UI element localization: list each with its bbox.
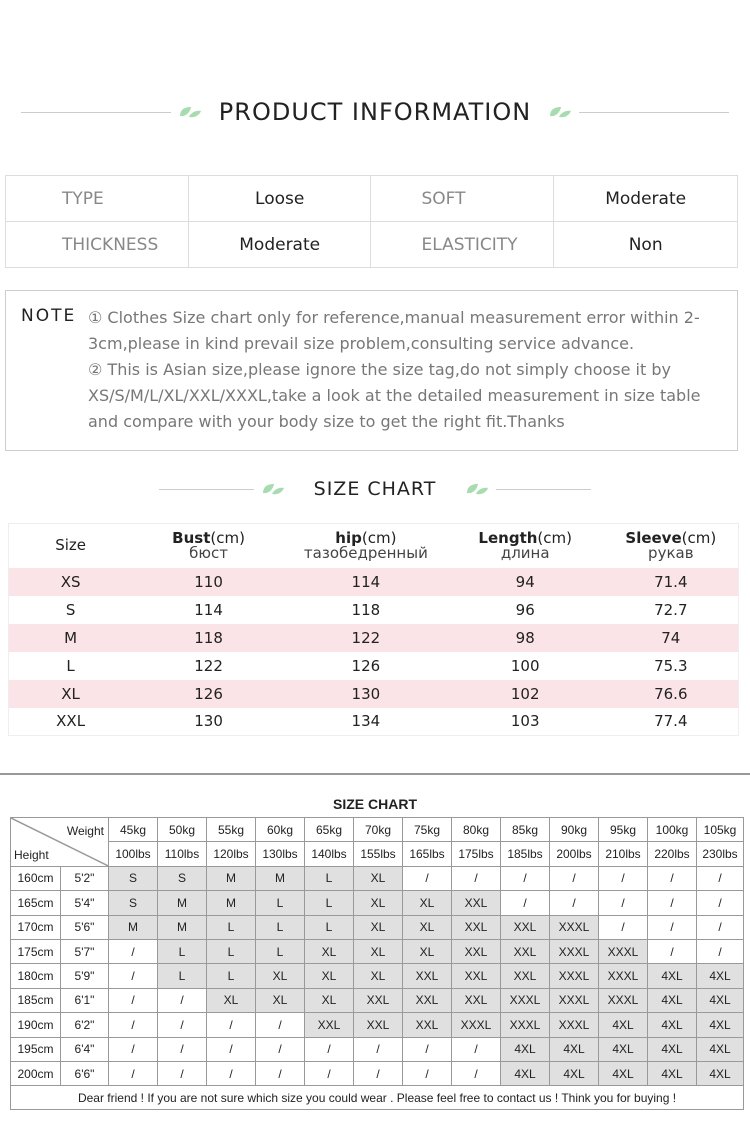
cell-length: 96 bbox=[515, 600, 535, 619]
size-cell: XXXL bbox=[550, 988, 599, 1012]
weight-kg-header: 85kg bbox=[501, 818, 550, 842]
size-cell: XL bbox=[305, 988, 354, 1012]
table-row bbox=[9, 596, 739, 624]
weight-lbs-header: 200lbs bbox=[550, 842, 599, 866]
col-length: Length(cm) длина bbox=[478, 528, 572, 562]
section-title: SIZE CHART bbox=[313, 478, 437, 500]
height-cm: 190cm bbox=[11, 1013, 61, 1037]
size-cell: / bbox=[648, 866, 697, 890]
size-cell: XL bbox=[305, 939, 354, 963]
cell-sleeve: 77.4 bbox=[654, 712, 688, 731]
weight-label: Weight bbox=[66, 824, 104, 838]
size-cell: / bbox=[697, 891, 744, 915]
size-cell: 4XL bbox=[697, 964, 744, 988]
size-cell: L bbox=[158, 939, 207, 963]
size-cell: XL bbox=[354, 866, 403, 890]
cell-bust: 130 bbox=[194, 712, 223, 731]
weight-kg-header: 60kg bbox=[256, 818, 305, 842]
table-row bbox=[11, 1061, 744, 1085]
height-ft: 5'9" bbox=[61, 964, 109, 988]
lbs-row bbox=[11, 842, 744, 866]
table-row bbox=[9, 680, 739, 708]
table-row bbox=[11, 1037, 744, 1061]
cell-bust: 126 bbox=[132, 680, 285, 708]
col-size: Size bbox=[55, 536, 86, 555]
size-cell: 4XL bbox=[550, 1061, 599, 1085]
size-cell: / bbox=[599, 915, 648, 939]
note-box bbox=[5, 290, 738, 451]
type-value: Loose bbox=[188, 176, 371, 222]
size-cell: / bbox=[109, 1037, 158, 1061]
cell-size: L bbox=[66, 656, 75, 675]
header-divider-left bbox=[21, 112, 171, 113]
height-ft: 5'2" bbox=[61, 866, 109, 890]
size-cell: M bbox=[256, 866, 305, 890]
size-cell: XL bbox=[354, 915, 403, 939]
leaf-icon bbox=[177, 104, 203, 120]
section-title: PRODUCT INFORMATION bbox=[218, 98, 532, 126]
cell-sleeve: 72.7 bbox=[654, 600, 688, 619]
elasticity-label: ELASTICITY bbox=[371, 222, 554, 268]
height-cm: 185cm bbox=[11, 988, 61, 1012]
size-cell: 4XL bbox=[648, 1013, 697, 1037]
cell-hip: 122 bbox=[285, 624, 447, 652]
size-cell: / bbox=[109, 1013, 158, 1037]
grid-title: SIZE CHART bbox=[333, 796, 417, 812]
size-cell: XXL bbox=[354, 1013, 403, 1037]
size-cell: / bbox=[158, 1037, 207, 1061]
section-divider bbox=[0, 773, 750, 775]
weight-kg-header: 65kg bbox=[305, 818, 354, 842]
col-bust: Bust(cm) бюст bbox=[172, 528, 245, 562]
height-ft: 6'4" bbox=[61, 1037, 109, 1061]
size-header-row bbox=[9, 524, 739, 568]
cell-sleeve: 76.6 bbox=[604, 680, 739, 708]
size-cell: / bbox=[207, 1061, 256, 1085]
size-cell: 4XL bbox=[697, 1013, 744, 1037]
size-cell: XXL bbox=[501, 964, 550, 988]
size-cell: L bbox=[256, 891, 305, 915]
cell-hip: 134 bbox=[351, 712, 381, 731]
size-cell: / bbox=[256, 1061, 305, 1085]
size-cell: XL bbox=[305, 964, 354, 988]
height-cm: 170cm bbox=[11, 915, 61, 939]
size-cell: / bbox=[452, 1037, 501, 1061]
weight-lbs-header: 130lbs bbox=[256, 842, 305, 866]
size-chart-table bbox=[8, 523, 739, 736]
table-row bbox=[9, 624, 739, 652]
weight-lbs-header: 100lbs bbox=[109, 842, 158, 866]
note-text bbox=[88, 305, 728, 435]
cell-size: XS bbox=[9, 568, 133, 596]
size-cell: XL bbox=[256, 964, 305, 988]
cell-size: M bbox=[9, 624, 133, 652]
table-row bbox=[11, 964, 744, 988]
type-label: TYPE bbox=[6, 176, 189, 222]
cell-length: 103 bbox=[510, 712, 540, 731]
kg-row bbox=[11, 818, 744, 842]
size-cell: L bbox=[158, 964, 207, 988]
size-cell: / bbox=[256, 1037, 305, 1061]
table-row bbox=[9, 708, 739, 736]
size-cell: / bbox=[109, 988, 158, 1012]
note-line-2: ② This is Asian size,please ignore the size tag,do not simply choose it by XS/S/M/L/XL/XXL/XXXL,take a look at the detailed measurement in size table and compare with your body size to get the right fit.Thanks bbox=[88, 360, 701, 431]
height-ft: 5'7" bbox=[61, 939, 109, 963]
size-cell: M bbox=[158, 915, 207, 939]
size-cell: XL bbox=[354, 964, 403, 988]
size-cell: XL bbox=[403, 915, 452, 939]
footer-note: Dear friend ! If you are not sure which size you could wear . Please feel free to contact us ! Think you for buying ! bbox=[11, 1086, 744, 1110]
cell-hip: 114 bbox=[285, 568, 447, 596]
thickness-label: THICKNESS bbox=[6, 222, 189, 268]
size-cell: XXL bbox=[403, 1013, 452, 1037]
cell-bust: 122 bbox=[194, 656, 223, 675]
size-cell: / bbox=[403, 1061, 452, 1085]
cell-bust: 114 bbox=[194, 600, 223, 619]
soft-value: Moderate bbox=[554, 176, 738, 222]
size-cell: 4XL bbox=[599, 1061, 648, 1085]
size-cell: 4XL bbox=[599, 1037, 648, 1061]
info-row bbox=[6, 176, 738, 222]
note-line-1: ① Clothes Size chart only for reference,manual measurement error within 2-3cm,please in kind prevail size problem,consulting service advance. bbox=[88, 308, 700, 353]
product-info-table bbox=[5, 175, 738, 268]
col-sleeve: Sleeve(cm) рукав bbox=[625, 528, 717, 562]
size-cell: XXL bbox=[403, 964, 452, 988]
elasticity-value: Non bbox=[554, 222, 738, 268]
weight-kg-header: 75kg bbox=[403, 818, 452, 842]
height-ft: 6'6" bbox=[61, 1061, 109, 1085]
size-cell: / bbox=[158, 1013, 207, 1037]
weight-kg-header: 100kg bbox=[648, 818, 697, 842]
size-cell: 4XL bbox=[501, 1037, 550, 1061]
size-cell: XL bbox=[403, 939, 452, 963]
size-cell: XL bbox=[403, 891, 452, 915]
cell-size: XL bbox=[9, 680, 133, 708]
size-cell: L bbox=[207, 939, 256, 963]
size-cell: XXXL bbox=[550, 964, 599, 988]
size-cell: L bbox=[305, 891, 354, 915]
size-cell: XXXL bbox=[501, 988, 550, 1012]
weight-kg-header: 95kg bbox=[599, 818, 648, 842]
size-cell: / bbox=[697, 866, 744, 890]
size-cell: XXXL bbox=[599, 988, 648, 1012]
cell-size: XXL bbox=[56, 712, 86, 731]
cell-bust: 110 bbox=[132, 568, 285, 596]
size-cell: / bbox=[109, 939, 158, 963]
size-cell: XXL bbox=[403, 988, 452, 1012]
size-cell: XXXL bbox=[599, 964, 648, 988]
size-cell: 4XL bbox=[697, 988, 744, 1012]
size-cell: L bbox=[207, 915, 256, 939]
cell-length: 100 bbox=[510, 656, 540, 675]
weight-lbs-header: 140lbs bbox=[305, 842, 354, 866]
size-cell: M bbox=[207, 866, 256, 890]
size-cell: XXXL bbox=[452, 1013, 501, 1037]
size-cell: 4XL bbox=[648, 988, 697, 1012]
header-divider-left bbox=[159, 489, 254, 490]
size-cell: XXL bbox=[452, 964, 501, 988]
col-hip: hip(cm) тазобедренный bbox=[303, 528, 428, 562]
size-cell: / bbox=[403, 1037, 452, 1061]
weight-lbs-header: 120lbs bbox=[207, 842, 256, 866]
size-cell: / bbox=[158, 1061, 207, 1085]
weight-lbs-header: 165lbs bbox=[403, 842, 452, 866]
size-cell: L bbox=[207, 964, 256, 988]
weight-kg-header: 45kg bbox=[109, 818, 158, 842]
corner-cell bbox=[11, 818, 109, 867]
size-cell: / bbox=[452, 1061, 501, 1085]
weight-lbs-header: 110lbs bbox=[158, 842, 207, 866]
table-row bbox=[11, 866, 744, 890]
thickness-value: Moderate bbox=[188, 222, 371, 268]
size-cell: M bbox=[158, 891, 207, 915]
size-cell: / bbox=[550, 891, 599, 915]
size-cell: XXL bbox=[501, 915, 550, 939]
weight-kg-header: 90kg bbox=[550, 818, 599, 842]
cell-hip: 126 bbox=[351, 656, 381, 675]
size-cell: / bbox=[599, 866, 648, 890]
cell-length: 98 bbox=[447, 624, 604, 652]
size-cell: XXXL bbox=[550, 915, 599, 939]
soft-label: SOFT bbox=[371, 176, 554, 222]
weight-kg-header: 70kg bbox=[354, 818, 403, 842]
header-divider-right bbox=[579, 112, 729, 113]
height-ft: 5'4" bbox=[61, 891, 109, 915]
size-cell: XXL bbox=[354, 988, 403, 1012]
weight-lbs-header: 175lbs bbox=[452, 842, 501, 866]
size-cell: / bbox=[648, 939, 697, 963]
weight-lbs-header: 220lbs bbox=[648, 842, 697, 866]
size-cell: 4XL bbox=[599, 1013, 648, 1037]
weight-kg-header: 50kg bbox=[158, 818, 207, 842]
size-cell: XL bbox=[354, 891, 403, 915]
weight-height-table bbox=[10, 817, 744, 1110]
height-ft: 5'6" bbox=[61, 915, 109, 939]
table-row bbox=[11, 939, 744, 963]
size-cell: / bbox=[648, 915, 697, 939]
height-cm: 160cm bbox=[11, 866, 61, 890]
size-cell: XXL bbox=[452, 891, 501, 915]
size-cell: / bbox=[648, 891, 697, 915]
weight-lbs-header: 210lbs bbox=[599, 842, 648, 866]
cell-length: 94 bbox=[447, 568, 604, 596]
info-row bbox=[6, 222, 738, 268]
size-cell: XL bbox=[354, 939, 403, 963]
size-cell: 4XL bbox=[550, 1037, 599, 1061]
cell-sleeve: 74 bbox=[604, 624, 739, 652]
size-cell: 4XL bbox=[648, 1037, 697, 1061]
weight-kg-header: 80kg bbox=[452, 818, 501, 842]
weight-lbs-header: 230lbs bbox=[697, 842, 744, 866]
size-cell: XL bbox=[256, 988, 305, 1012]
size-cell: L bbox=[305, 915, 354, 939]
size-cell: 4XL bbox=[648, 964, 697, 988]
size-cell: / bbox=[697, 939, 744, 963]
height-label: Height bbox=[14, 847, 49, 862]
height-ft: 6'1" bbox=[61, 988, 109, 1012]
leaf-icon bbox=[260, 481, 286, 497]
size-cell: / bbox=[550, 866, 599, 890]
size-cell: XXL bbox=[305, 1013, 354, 1037]
size-cell: / bbox=[501, 866, 550, 890]
size-cell: / bbox=[403, 866, 452, 890]
size-cell: XXXL bbox=[599, 939, 648, 963]
weight-lbs-header: 155lbs bbox=[354, 842, 403, 866]
size-cell: 4XL bbox=[648, 1061, 697, 1085]
table-row bbox=[9, 652, 739, 680]
size-cell: 4XL bbox=[697, 1037, 744, 1061]
height-cm: 195cm bbox=[11, 1037, 61, 1061]
size-cell: / bbox=[452, 866, 501, 890]
size-cell: 4XL bbox=[697, 1061, 744, 1085]
size-cell: S bbox=[109, 891, 158, 915]
weight-kg-header: 105kg bbox=[697, 818, 744, 842]
size-cell: / bbox=[109, 1061, 158, 1085]
size-cell: 4XL bbox=[501, 1061, 550, 1085]
size-cell: XXL bbox=[452, 988, 501, 1012]
size-cell: XXXL bbox=[550, 939, 599, 963]
height-ft: 6'2" bbox=[61, 1013, 109, 1037]
leaf-icon bbox=[464, 481, 490, 497]
size-cell: / bbox=[599, 891, 648, 915]
size-cell: L bbox=[305, 866, 354, 890]
size-cell: / bbox=[354, 1061, 403, 1085]
table-row bbox=[11, 891, 744, 915]
size-cell: XL bbox=[207, 988, 256, 1012]
cell-hip: 118 bbox=[351, 600, 381, 619]
size-cell: S bbox=[158, 866, 207, 890]
table-row bbox=[9, 568, 739, 596]
table-row bbox=[11, 915, 744, 939]
size-cell: / bbox=[207, 1013, 256, 1037]
size-cell: L bbox=[256, 939, 305, 963]
size-cell: / bbox=[305, 1037, 354, 1061]
size-cell: / bbox=[207, 1037, 256, 1061]
size-cell: / bbox=[256, 1013, 305, 1037]
size-chart-header bbox=[0, 478, 750, 500]
size-cell: / bbox=[501, 891, 550, 915]
cell-sleeve: 71.4 bbox=[604, 568, 739, 596]
cell-hip: 130 bbox=[285, 680, 447, 708]
leaf-icon bbox=[547, 104, 573, 120]
table-row bbox=[11, 988, 744, 1012]
size-cell: XXL bbox=[501, 939, 550, 963]
size-cell: XXXL bbox=[501, 1013, 550, 1037]
cell-size: S bbox=[65, 600, 76, 619]
height-cm: 165cm bbox=[11, 891, 61, 915]
size-cell: XXL bbox=[452, 915, 501, 939]
table-row bbox=[11, 1013, 744, 1037]
size-cell: XXL bbox=[452, 939, 501, 963]
cell-sleeve: 75.3 bbox=[654, 656, 688, 675]
size-cell: / bbox=[158, 988, 207, 1012]
header-divider-right bbox=[496, 489, 591, 490]
height-cm: 175cm bbox=[11, 939, 61, 963]
size-cell: / bbox=[697, 915, 744, 939]
size-cell: M bbox=[207, 891, 256, 915]
size-cell: XXXL bbox=[550, 1013, 599, 1037]
height-cm: 200cm bbox=[11, 1061, 61, 1085]
weight-lbs-header: 185lbs bbox=[501, 842, 550, 866]
size-cell: / bbox=[109, 964, 158, 988]
size-cell: / bbox=[354, 1037, 403, 1061]
size-cell: M bbox=[109, 915, 158, 939]
footer-row bbox=[11, 1086, 744, 1110]
cell-bust: 118 bbox=[132, 624, 285, 652]
weight-kg-header: 55kg bbox=[207, 818, 256, 842]
size-cell: S bbox=[109, 866, 158, 890]
product-info-header bbox=[0, 98, 750, 126]
cell-length: 102 bbox=[447, 680, 604, 708]
height-cm: 180cm bbox=[11, 964, 61, 988]
size-cell: / bbox=[305, 1061, 354, 1085]
size-cell: L bbox=[256, 915, 305, 939]
note-label: NOTE bbox=[21, 306, 77, 326]
